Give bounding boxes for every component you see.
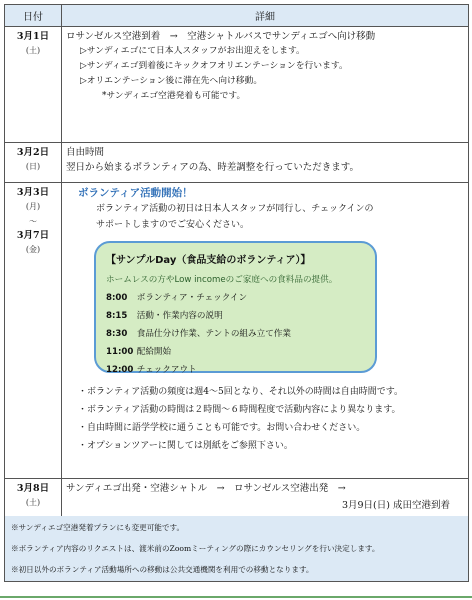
note-line: ・自由時間に語学学校に通うことも可能です。お問い合わせください。 — [78, 423, 366, 433]
schedule-time: 8:15 — [106, 311, 128, 321]
detail-line: ▷サンディエゴ到着後にキックオフオリエンテーションを行います。 — [80, 61, 348, 71]
schedule-item — [106, 343, 365, 361]
detail-cell — [62, 27, 469, 143]
schedule-time: 12:00 — [106, 365, 134, 375]
detail-line: ロサンゼルス空港到着 → 空港シャトルバスでサンディエゴへ向け移動 — [66, 31, 376, 42]
activity-notes — [66, 383, 464, 455]
schedule-time: 11:00 — [106, 347, 134, 357]
note-line: ・ボランティア活動の時間は２時間〜６時間程度で活動内容により異なります。 — [78, 405, 401, 415]
footer-note: ※初日以外のボランティア活動場所への移動は公共交通機関を利用での移動となります。 — [11, 565, 314, 574]
schedule-item — [106, 361, 365, 379]
detail-cell — [62, 143, 469, 183]
weekday-end-label: (金) — [25, 245, 41, 254]
itinerary-table — [4, 4, 469, 523]
activity-paragraph-line: ボランティア活動の初日は日本人スタッフが同行し、チェックインの — [96, 204, 374, 214]
schedule-time: 8:30 — [106, 329, 128, 339]
schedule-item — [106, 307, 365, 325]
schedule-text: 配給開始 — [136, 347, 172, 357]
date-label: 3月2日 — [16, 147, 50, 158]
range-tilde: 〜 — [29, 217, 37, 226]
weekday-label: (日) — [25, 162, 41, 171]
sample-day-subtitle: ホームレスの方やLow incomeのご家庭への食料品の提供。 — [106, 275, 338, 285]
detail-line: 自由時間 — [66, 147, 105, 158]
weekday-label: (月) — [25, 202, 41, 211]
detail-column-header: 詳細 — [62, 5, 469, 27]
date-column-header: 日付 — [5, 5, 62, 27]
date-label: 3月8日 — [16, 483, 50, 494]
schedule-text: ボランティア・チェックイン — [136, 293, 248, 303]
schedule-item — [106, 325, 365, 343]
footer-note: ※ボランティア内容のリクエストは、渡米前のZoomミーティングの際にカウンセリングを行い決定します。 — [11, 544, 380, 553]
table-row — [5, 143, 469, 183]
schedule-text: チェックアウト — [136, 365, 197, 375]
schedule-text: 食品仕分け作業、テントの組み立て作業 — [136, 329, 291, 339]
schedule-item — [106, 289, 365, 307]
note-line: ・ボランティア活動の頻度は週4〜5回となり、それ以外の時間は自由時間です。 — [78, 387, 404, 397]
note-line: ・オプションツアーに関しては別紙をご参照下さい。 — [78, 441, 293, 451]
sample-day-box — [94, 241, 377, 373]
schedule-time: 8:00 — [106, 293, 128, 303]
date-label: 3月1日 — [16, 31, 50, 42]
detail-note: *サンディエゴ空港発着も可能です。 — [102, 91, 246, 101]
table-row — [5, 27, 469, 143]
sample-day-title: 【サンプルDay（食品支給のボランティア）】 — [106, 255, 311, 266]
detail-line: 翌日から始まるボランティアの為、時差調整を行っていただきます。 — [66, 162, 359, 173]
table-row — [5, 183, 469, 479]
detail-line: ▷オリエンテーション後に滞在先へ向け移動。 — [80, 76, 263, 86]
date-cell — [5, 183, 62, 479]
detail-cell — [62, 183, 469, 479]
footer-notes — [4, 516, 469, 582]
footer-note: ※サンディエゴ空港発着プランにも変更可能です。 — [11, 523, 185, 532]
schedule-text: 活動・作業内容の説明 — [136, 311, 223, 321]
activity-paragraph-line: サポートしますのでご安心ください。 — [96, 220, 250, 230]
date-cell — [5, 27, 62, 143]
table-header-row — [5, 5, 469, 27]
weekday-label: (土) — [25, 498, 41, 507]
date-cell — [5, 143, 62, 183]
bottom-divider — [0, 596, 472, 598]
date-end-label: 3月7日 — [16, 230, 50, 241]
detail-line: サンディエゴ出発・空港シャトル → ロサンゼルス空港出発 → — [66, 483, 346, 494]
weekday-label: (土) — [25, 46, 41, 55]
activity-title: ボランティア活動開始！ — [78, 187, 193, 199]
detail-line: ▷サンディエゴにて日本人スタッフがお出迎えをします。 — [80, 46, 305, 56]
date-label: 3月3日 — [16, 187, 50, 198]
detail-line: 3月9日(日) 成田空港到着 — [341, 500, 450, 511]
